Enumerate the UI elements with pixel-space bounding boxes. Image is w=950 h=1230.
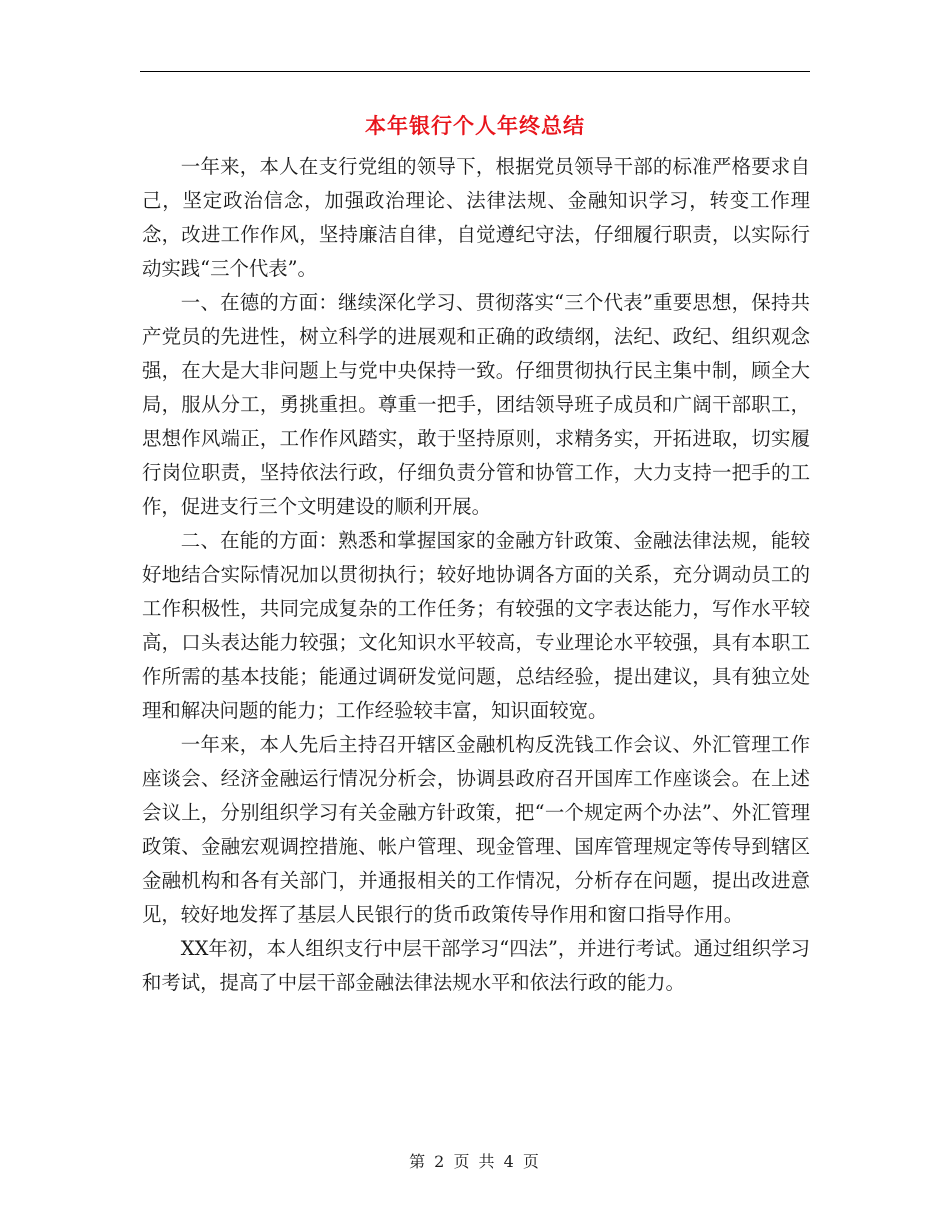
paragraph-meetings: 一年来，本人先后主持召开辖区金融机构反洗钱工作会议、外汇管理工作座谈会、经济金融运行情况分析会，协调县政府召开国库工作座谈会。在上述会议上，分别组织学习有关金融方针政策，把“一个规定两个办法”、外汇管理政策、金融宏观调控措施、帐户管理、现金管理、国库管理规定等传导到辖区金融机构和各有关部门，并通报相关的工作情况，分析存在问题，提出改进意见，较好地发挥了基层人民银行的货币政策传导作用和窗口指导作用。 bbox=[142, 733, 810, 926]
page-number: 第 2 页 共 4 页 bbox=[409, 1152, 541, 1171]
document-title: 本年银行个人年终总结 bbox=[365, 113, 585, 138]
paragraph-study: XX年初，本人组织支行中层干部学习“四法”，并进行考试。通过组织学习和考试，提高了中层干部金融法律法规水平和依法行政的能力。 bbox=[142, 937, 810, 994]
header-rule bbox=[140, 71, 810, 72]
paragraph-intro: 一年来，本人在支行党组的领导下，根据党员领导干部的标准严格要求自己，坚定政治信念，加强政治理论、法律法规、金融知识学习，转变工作理念，改进工作作风，坚持廉洁自律，自觉遵纪守法，仔细履行职责，以实际行动实践“三个代表”。 bbox=[142, 155, 810, 280]
paragraph-morality: 一、在德的方面：继续深化学习、贯彻落实“三个代表”重要思想，保持共产党员的先进性，树立科学的进展观和正确的政绩纲，法纪、政纪、组织观念强，在大是大非问题上与党中央保持一致。仔细贯彻执行民主集中制，顾全大局，服从分工，勇挑重担。尊重一把手，团结领导班子成员和广阔干部职工，思想作风端正，工作作风踏实，敢于坚持原则，求精务实，开拓进取，切实履行岗位职责，坚持依法行政，仔细负责分管和协管工作，大力支持一把手的工作，促进支行三个文明建设的顺利开展。 bbox=[142, 291, 810, 518]
paragraph-ability: 二、在能的方面：熟悉和掌握国家的金融方针政策、金融法律法规，能较好地结合实际情况加以贯彻执行；较好地协调各方面的关系，充分调动员工的工作积极性，共同完成复杂的工作任务；有较强的文字表达能力，写作水平较高，口头表达能力较强；文化知识水平较高，专业理论水平较强，具有本职工作所需的基本技能；能通过调研发觉问题，总结经验，提出建议，具有独立处理和解决问题的能力；工作经验较丰富，知识面较宽。 bbox=[142, 529, 810, 722]
document-body bbox=[142, 150, 810, 1000]
